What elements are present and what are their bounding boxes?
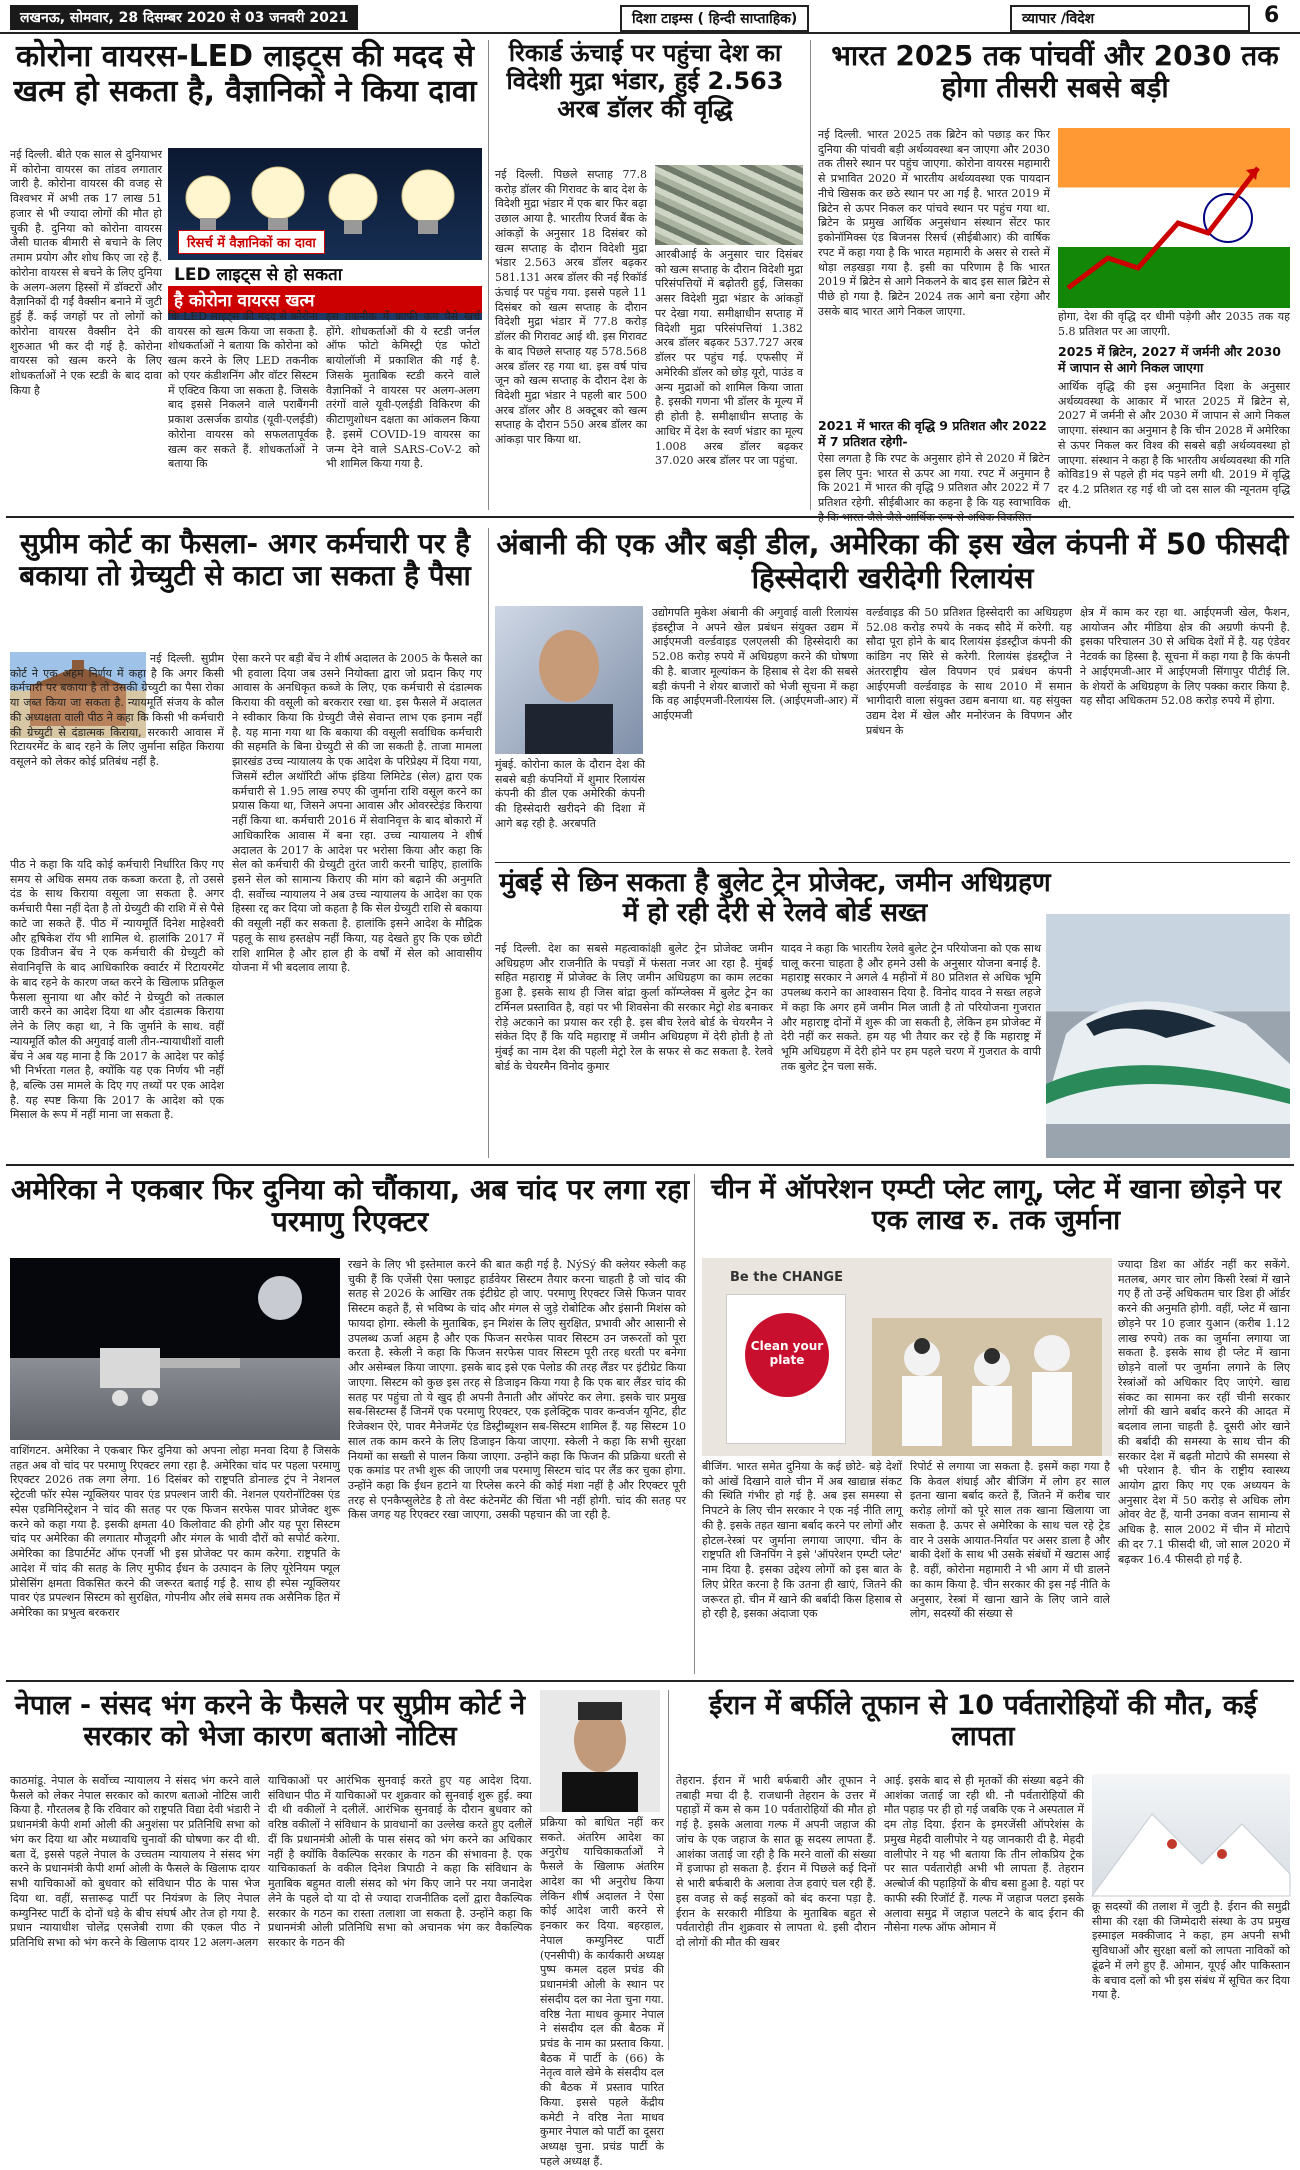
- led-bulbs-photo: [168, 148, 482, 320]
- a8-body-col-1: बीजिंग. भारत समेत दुनिया के कई छोटे- बड़े देशों को आंखें दिखाने वाले चीन में अब खाद्यान्न संकट की स्थिति गंभीर हो गई है. अब इस समस्या से निपटने के लिए चीन सरकार ने एक नई नीति लागू की है. इसके तहत खाना बर्बाद करने पर लोगों और होटल-रेस्त्रां पर जुर्माना लगाया जाएगा. चीन के राष्ट्रपति शी जिनपिंग ने इसे 'ऑपरेशन एम्प्टी प्लेट' नाम दिया है. इसका उद्देश्य लोगों को इस बात के लिए प्रेरित करना है कि उतना ही खाएं, जितने की जरूरत हो. चीन में खाने की बर्बादी किस हिसाब से हो रही है, इसका अंदाजा एक: [702, 1460, 902, 1621]
- a3-subhead-1: 2021 में भारत की वृद्धि 9 प्रतिशत और 2022 में 7 प्रतिशत रहेगी-: [818, 418, 1047, 450]
- mountain-climbers-photo: [1092, 1774, 1290, 1896]
- a2-body-left: नई दिल्ली. पिछले सप्ताह 77.8 करोड़ डॉलर की गिरावट के बाद देश के विदेशी मुद्रा भंडार में एक बार फिर बढ़ा उछाल आया है. भारतीय रिजर्व बैंक के आंकड़ों के अनुसार 18 दिसंबर को खत्म सप्ताह के दौरान विदेशी मुद्रा भंडार 2.563 अरब डॉलर बढ़कर 581.131 अरब डॉलर की नई रिकॉर्ड ऊंचाई पर पहुंच गया. इससे पहले 11 दिसंबर को खत्म सप्ताह के दौरान विदेशी मुद्रा भंडार में 77.8 करोड़ डॉलर की गिरावट आई थी. इस गिरावट के बाद पिछले सप्ताह यह 578.568 अरब डॉलर रह गया था. इस वर्ष पांच जून को खत्म सप्ताह के दौरान देश के विदेशी मुद्रा भंडार ने पहली बार 500 अरब डॉलर और 8 अक्टूबर को खत्म सप्ताह के दौरान 550 अरब डॉलर का आंकड़ा पार किया था.: [495, 168, 647, 447]
- a3-body-left-2: ऐसा लगता है कि रपट के अनुसार होने से 2020 में ब्रिटेन इस लिए पुन: भारत से ऊपर आ गया. रपट में अनुमान है कि 2021 में भारत की वृद्धि 9 प्रतिशत और 2022 में 7 प्रतिशत रहेगी. सीईबीआर का कहना है कि यह स्वाभाविक: [818, 452, 1050, 510]
- a5-body-photo: मुंबई. कोरोना काल के दौरान देश की सबसे बड़ी कंपनियों में शुमार रिलायंस कंपनी की डील एक अमेरिकी कंपनी की हिस्सेदारी खरीदने की दिशा में आगे बढ़ रही है. अरबपति: [495, 758, 645, 830]
- a6-headline: मुंबई से छिन सकता है बुलेट ट्रेन प्रोजेक्ट, जमीन अधिग्रहण में हो रही देरी से रेलवे बोर्ड सख्त: [499, 868, 1051, 929]
- a9-body-photo: प्रक्रिया को बाधित नहीं कर सकते. अंतरिम आदेश का अनुरोध याचिकाकर्ताओं ने फैसले के खिलाफ अंतरिम आदेश का भी अनुरोध किया लेकिन शीर्ष अदालत ने ऐसा कोई आदेश जारी करने से इनकार कर दिया. बहरहाल, नेपाल कम्युनिस्ट पार्टी (एनसीपी) के कार्यकारी अध्यक्ष पुष्प कमल दहल प्रचंड की प्रधानमंत्री ओली के स्थान पर संसदीय दल का नेता चुना गया. वरिष्ठ नेता माधव कुमार नेपाल ने संसदीय दल की बैठक में प्रचंड के नाम का प्रस्ताव किया. बैठक में पार्टी के (66) के नेतृत्व वाले खेमे के संसदीय दल की बैठक में प्रस्ताव पारित किया. इससे पहले केंद्रीय कमेटी ने वरिष्ठ नेता माधव कुमार नेपाल को पार्टी का दूसरा अध्यक्ष चुना. प्रचंड पार्टी के पहले अध्यक्ष हैं.: [540, 1816, 664, 2168]
- led-caption-top: रिसर्च में वैज्ञानिकों का दावा: [178, 230, 325, 254]
- section-label: व्यापार /विदेश: [1010, 5, 1250, 32]
- a4-headline: सुप्रीम कोर्ट का फैसला- अगर कर्मचारी पर है बकाया तो ग्रेच्युटी से काटा जा सकता है पैसा: [19, 527, 471, 593]
- a10-headline: ईरान में बर्फीले तूफान से 10 पर्वतारोहियों की मौत, कई लापता: [709, 1690, 1257, 1753]
- a10-body-col-1: तेहरान. ईरान में भारी बर्फबारी और तूफान ने तबाही मचा दी है. राजधानी तेहरान के उत्तर में पहाड़ों में कम से कम 10 पर्वतारोहियों की मौत हो गई है. इसके अलावा गल्फ में अपनी जहाज की जांच के एक जहाज के सात क्रू सदस्य लापता हैं. आशंका जताई जा रही है कि मरने वालों की संख्या में इजाफा हो सकता है. ईरान में पिछले कई दिनों से भारी बर्फबारी के अलावा तेज हवाएं चल रही हैं. इस वजह से कई सड़कों को बंद करना पड़ा है. ईरान के सरकारी मीडिया के मुताबिक बहुत से पर्वतारोही तीन शुक्रवार से लापता थे. इसी दौरान दो लोगों की मौत की खबर: [676, 1774, 876, 1950]
- oli-photo: [540, 1690, 660, 1812]
- a3-body-left: नई दिल्ली. भारत 2025 तक ब्रिटेन को पछाड़ कर फिर दुनिया की पांचवी बड़ी अर्थव्यवस्था बन जाएगा और 2030 तक तीसरे स्थान पर पहुंच जाएगा. कोरोना वायरस महामारी से प्रभावित 2020 में भारतीय अर्थव्यवस्था एक पायदान नीचे खिसक कर छठे स्थान पर आ गई है. भारत 2019 में ब्रिटेन से ऊपर निकल कर पांचवे स्थान पर पहुंच गया था. ब्रिटेन के प्रमुख आर्थिक अनुसंधान संस्थान सेंटर फार इकोनॉमिक्स एंड बिजनस रिसर्च (सीईबीआर) की वार्षिक रपट में कहा गया है कि भारत महामारी के असर से रास्ते में थोड़ा लड़खड़ा गया है. इसी का परिणाम है कि भारत 2019 में ब्रिटेन से आगे निकलने के बाद इस साल ब्रिटेन से पीछे हो गया है. ब्रिटेन 2024 तक आगे बना रहेगा और उसके बाद भारत आगे निकल जाएगा.: [818, 128, 1050, 318]
- currency-photo: [655, 165, 803, 245]
- photo-sign-mid: Clean your plate: [750, 1339, 824, 1367]
- a5-body-col-1: उद्योगपति मुकेश अंबानी की अगुवाई वाली रिलायंस इंडस्ट्रीज ने अपने खेल प्रबंधन संयुक्त उद्यम में आईएमजी वर्ल्डवाइड एलएलसी की हिस्सेदारी का 52.08 करोड़ रुपये में अधिग्रहण करने की घोषणा की है. बाजार मूल्यांकन के हिसाब से देश की सबसे बड़ी कंपनी ने शेयर बाजारों को भेजी सूचना में कहा कि वह आईएमजी-रिलायंस लि. (आईएमजी-आर) में आईएमजी: [652, 606, 858, 723]
- a4-body-intro: नई दिल्ली. सुप्रीम कोर्ट ने एक अहम निर्णय में कहा है कि अगर किसी कर्मचारी पर बकाया है तो उसकी ग्रेच्युटी का पैसा रोका या जब्त किया जा सकता है. न्यायमूर्ति संजय के कौल की अध्यक्षता वाली पीठ ने कहा कि किसी भी कर्मचारी की ग्रेच्युटी से दंडात्मक किराया, सरकारी आवास में रिटायरमेंट के बाद रहने के लिए जुर्माना सहित किराया वसूलने को लेकर कोई प्रतिबंध नहीं है.: [10, 652, 224, 769]
- a7-body-right: रखने के लिए भी इस्तेमाल करने की बात कही गई है. NýSý की क्लेयर स्केली कह चुकी हैं कि एजेंसी ऐसा फ्लाइट हार्डवेयर सिस्टम तैयार करना चाहती है जो चांद की सतह से 2026 के आखिर तक इंटीग्रेट हो जाए. परमाणु रिएक्टर जिसे फिजन पावर सिस्टम कहते हैं, से भविष्य के चांद और मंगल से जुड़े रोबोटिक और इंसानी मिशंस को फायदा होगा. स्केली के मुताबिक, इन मिशंस के लिए सुरक्षित, प्रभावी और आसानी से उपलब्ध ऊर्जा अहम है और एक फिजन सरफेस पावर सिस्टम उन जरूरतों को पूरा करता है. स्केली ने कहा कि फिजन सरफेस पावर सिस्टम पूरी तरह धरती पर बनेगा और असेम्बल किया जाएगा. इसके बाद इसे एक पेलोड की तरह लैंडर पर इंटीग्रेट किया जाएगा. सिस्टम को कुछ इस तरह से डिजाइन किया गया है कि एक बार लैंडर चांद की सतह पर पहुंचा तो ये खुद ही अपनी तैनाती और ऑपरेट कर लेगा. इसके चार प्रमुख सब-सिस्टम्स हैं जिनमें एक परमाणु रिएक्टर, एक इलेक्ट्रिक पावर कन्वर्जन यूनिट, हीट रिजेक्शन ऐरे, पावर मैनेजमेंट एंड डिस्ट्रीब्यूशन सब-सिस्टम शामिल हैं. यह सिस्टम 10 साल तक काम करने के लिए डिजाइन किया जाएगा. स्केली ने कहा कि सभी सुरक्षा नियमों का सख्ती से पालन किया जाएगा. उन्होंने कहा कि फिजन की प्रक्रिया धरती से एक कमांड पर तभी शुरू की जाएगी जब परमाणु सिस्टम चांद पर लैंड कर चुका होगा. उन्होंने कहा कि ईंधन हटाने या रिप्लेस करने की कोई मंशा नहीं है और रिएक्टर पूरी तरह से एनकैप्सुलेटेड है तो वेस्ट कंटेनमेंट की चिंता भी नहीं होगी. चांद की सतह पर किस जगह यह रिएक्टर रखा जाएगा, उसकी पहचान की जा रही है.: [348, 1258, 686, 1522]
- ambani-photo: [495, 606, 643, 754]
- a1-body-left: नई दिल्ली. बीते एक साल से दुनियाभर में कोरोना वायरस का तांडव लगातार जारी है. कोरोना वायरस की वजह से विश्वभर में अभी तक 17 लाख 51 हजार से भी ज्यादा लोगों की मौत हो चुकी है. दुनिया को कोरोना वायरस जैसी घातक बीमारी से बचाने के लिए तमाम प्रयोग और शोध किए जा रहे हैं. कोरोना वायरस से बचने के लिए दुनिया के अलग-अलग हिस्सों में डॉक्टरों और वैज्ञानिकों दी गईं वैक्सीन बनाने में जुटी हुई हैं. कई जगहों पर तो लोगों को कोरोना वायरस वैक्सीन देने की शुरुआत भी कर दी गई है. कोरोना वायरस को खत्म करने के लिए शोधकर्ताओं ने एक स्टडी के बाद दावा किया है: [10, 148, 162, 397]
- a3-subhead-2: 2025 में ब्रिटेन, 2027 में जर्मनी और 2030 में जापान से आगे निकल जाएगा: [1058, 344, 1281, 376]
- a5-body-col-2: वर्ल्डवाइड की 50 प्रतिशत हिस्सेदारी का अधिग्रहण 52.08 करोड़ रुपये के नकद सौदे में करेगी. यह सौदा पूरा होने के बाद रिलायंस इंडस्ट्रीज कंपनी की कांडिग नए सिरे से करेगी. रिलायंस इंडस्ट्रीज ने अंतरराष्ट्रीय खेल विपणन एवं प्रबंधन कंपनी आईएमजी वर्ल्डवाइड के साथ 2010 में समान भागीदारी वाला संयुक्त उद्यम बनाया था. यह संयुक्त उद्यम देश में खेल और मनोरंजन के विपणन और प्रबंधन के: [866, 606, 1072, 737]
- a7-headline: अमेरिका ने एकबार फिर दुनिया को चौंकाया, अब चांद पर लगा रहा परमाणु रिएक्टर: [10, 1173, 690, 1239]
- a8-headline: चीन में ऑपरेशन एम्प्टी प्लेट लागू, प्लेट में खाना छोड़ने पर एक लाख रु. तक जुर्माना: [710, 1174, 1282, 1237]
- newspaper-name: दिशा टाइम्स ( हिन्दी साप्ताहिक): [620, 5, 809, 32]
- a9-body-mid: याचिकाओं पर आरंभिक सुनवाई करते हुए यह आदेश दिया. संविधान पीठ में याचिकाओं पर शुक्रवार को सुनवाई शुरू हुई. क्या दी थी वकीलों ने दलीलें. आरंभिक सुनवाई के दौरान बुधवार को वरिष्ठ वकीलों ने संविधान के प्रावधानों का उल्लेख करते हुए दलीलें दीं कि प्रधानमंत्री ओली के पास संसद को भंग करने का अधिकार नहीं है क्योंकि वैकल्पिक सरकार के गठन की संभावना है. एक याचिकाकर्ता के वकील दिनेश त्रिपाठी ने कहा कि संविधान के मुताबिक बहुमत वाली संसद को भंग किए जाने पर नया जनादेश लेने के पहले दो या दो से ज्यादा राजनीतिक दलों द्वारा वैकल्पिक सरकार के गठन का रास्ता तलाशा जा सकता है. उन्होंने कहा कि प्रधानमंत्री ओली प्रतिनिधि सभा को अचानक भंग कर वैकल्पिक सरकार के गठन की: [268, 1774, 532, 1950]
- a3-headline: भारत 2025 तक पांचवीं और 2030 तक होगा तीसरी सबसे बड़ी: [831, 39, 1279, 105]
- a10-body-col-2: आई. इसके बाद से ही मृतकों की संख्या बढ़ने की आशंका जताई जा रही थी. नौ पर्वतारोहियों की मौत पहाड़ पर ही हो गई जबकि एक ने अस्पताल में दम तोड़ दिया. ईरान के इमरजेंसी ऑपरेशंस के प्रमुख मेहदी वालीपोर ने यह जानकारी दी है. मेहदी वालीपोर ने यह भी बताया कि तीन लोकप्रिय ट्रेक पर सात पर्वतारोही अभी भी लापता हैं. तेहरान अल्बोर्ज की पहाड़ियों के बीच बसा हुआ है. यहां पर काफी स्की रिजॉर्ट हैं. गल्फ में जहाज पलटा इसके अलावा समुद्र में जहाज पलटने के बाद ईरान की नौसेना गल्फ ऑफ ओमान में: [884, 1774, 1084, 1935]
- page-number: 6: [1264, 3, 1280, 28]
- led-caption-mid: LED लाइट्स से हो सकता: [168, 260, 482, 287]
- a8-body-col-3: ज्यादा डिश का ऑर्डर नहीं कर सकेंगे. मतलब, अगर चार लोग किसी रेस्त्रां में खाने गए हैं तो उन्हें अधिकतम चार डिश ही ऑर्डर करने की अनुमति होगी. वहीं, प्लेट में खाना छोड़ने पर 10 हजार युआन (करीब 1.12 लाख रुपये) तक का जुर्माना लगाया जा सकता है. इसके साथ ही प्लेट में खाना छोड़ने वालों पर जुर्माना लगाने के लिए रेस्त्रांओं को अधिकार दिए जाएंगे. खाद्य संकट का सामना कर रहीं चीनी सरकार लोगों की खाने बर्बाद करने की आदत में बदलाव लाना चाहती है. दूसरी ओर खाने की बर्बादी की समस्या के साथ चीन की सरकार देश में बढ़ती मोटापे की समस्या से भी परेशान है. चीन के राष्ट्रीय स्वास्थ्य आयोग द्वारा किए गए एक अध्ययन के अनुसार देश में 50 करोड़ से अधिक लोग ओवर वेट हैं, यानी उनका वजन सामान्य से अधिक है. साल 2002 में चीन में मोटापे की दर 7.1 फीसदी थी, जो साल 2020 में बढ़कर 16.4 फीसदी हो गई है.: [1118, 1258, 1290, 1566]
- a5-headline: अंबानी की एक और बड़ी डील, अमेरिका की इस खेल कंपनी में 50 फीसदी हिस्सेदारी खरीदेगी रिलायंस: [496, 527, 1289, 595]
- a7-body-left: वाशिंगटन. अमेरिका ने एकबार फिर दुनिया को अपना लोहा मनवा दिया है जिसके तहत अब वो चांद पर परमाणु रिएक्टर लगा रहा है. अमेरिका चांद पर पहला परमाणु रिएक्टर 2026 तक लगा लेगा. 16 दिसंबर को राष्ट्रपति डोनाल्ड ट्रंप ने नेशनल स्ट्रेटजी फॉर स्पेस न्यूक्लियर पावर एंड प्रपल्शन जारी की. नेशनल एयरोनॉटिक्स एंड स्पेस एडमिनिस्ट्रेशन ने चांद की सतह पर एक फिजन सरफेस पावर प्रोजेक्ट शुरू करने को कहा गया है. इसकी क्षमता 40 किलोवाट की होगी और यह पूरा सिस्टम चांद पर अमेरिका की लगातार मौजूदगी और मंगल के भावी दौरों को सपोर्ट करेगा. अमेरिका का डिपार्टमेंट ऑफ एनर्जी भी इस प्रोजेक्ट पर काम करेगा. राष्ट्रपति के आदेश में चांद की सतह के लिए मुफीद ईंधन के उत्पादन के लिए यूरेनियम फ्यूल प्रोसेसिंग क्षमता विकसित करने की जरूरत बताई गई है. साथ ही स्पेस न्यूक्लियर पावर एंड प्रपल्शन सिस्टम को सुरक्षित, गोपनीय और लंबे समय तक असैनिक हित में अमेरिका का प्रभुत्व बरकरार: [10, 1444, 340, 1620]
- a4-body-right: ऐसा करने पर बड़ी बेंच ने शीर्ष अदालत के 2005 के फैसले का भी हवाला दिया जब उसने नियोक्ता द्वारा जो प्रदान किए गए आवास के अनधिकृत कब्जे के लिए, एक कर्मचारी से दंडात्मक किराया की वसूली को बरकरार रखा था. इस फैसले में अदालत ने स्वीकार किया कि ग्रेच्युटी जैसे सेवान्त लाभ एक इनाम नहीं है. यह माना गया था कि बकाया की वसूली सर्वाधिक कर्मचारी की सहमति के बिना ग्रेच्युटी से की जा सकती है. ताजा मामला झारखंड उच्च न्यायालय के एक आदेश के परिप्रेक्ष्य में दिया गया, जिसमें स्टील अथॉरिटी ऑफ इंडिया लिमिटेड (सेल) द्वारा एक कर्मचारी से 1.95 लाख रुपए की जुर्माना राशि वसूल करने का प्रयास किया था, जिसने अपना आवास और ओवरस्टेइंड किराया नहीं किया था. कर्मचारी 2016 में सेवानिवृत्त के बाद बोकारो में आधिकारिक आवास में बना रहा. उच्च न्यायालय ने शीर्ष अदालत के 2017 के आदेश पर भरोसा किया और कहा कि सेल को कर्मचारी की ग्रेच्युटी तुरंत जारी करनी चाहिए, हालांकि इसने सेल को सामान्य किराए की मांग को बढ़ाने की अनुमति दी. सर्वोच्च न्यायालय ने अब उच्च न्यायालय के आदेश का एक हिस्सा रद्द कर दिया जो कहता है कि सेल ग्रेच्युटी राशि से बकाया की वसूली नहीं कर सकता है. हालांकि इसने आदेश के मौद्रिक पहलू के साथ हस्तक्षेप नहीं किया, यह देखते हुए कि एक छोटी राशि शामिल है और हाल ही के वर्षों में सेल को आवासीय योजना में भी बदलाव लाया है.: [232, 652, 482, 975]
- moon-reactor-photo: [10, 1258, 340, 1440]
- a6-body-left: नई दिल्ली. देश का सबसे महत्वाकांक्षी बुलेट ट्रेन प्रोजेक्ट जमीन अधिग्रहण और राजनीति के पचड़ों में फंसता नजर आ रहा है. मुंबई सहित महाराष्ट्र में प्रोजेक्ट के लिए जमीन अधिग्रहण का काम लटका हुआ है. इसके साथ ही जिस बांद्रा कुर्ला कॉम्प्लेक्स में बुलेट ट्रेन का टर्मिनल प्रस्तावित है, वहां पर भी शिवसेना की सरकार मेट्रो शेड बनाकर रोड़े अटकाने का प्रयास कर रही है. इस बीच रेलवे बोर्ड के चेयरमैन ने संकेत दिए हैं कि यदि महाराष्ट्र में जमीन अधिग्रहण में देरी होती है तो मुंबई का नाम देश की पहली मेट्रो रेल के सफर से कट सकता है. रेलवे बोर्ड के चेयरमैन विनोद कुमार: [495, 942, 773, 1073]
- a10-body-col-3: क्रू सदस्यों की तलाश में जुटी है. ईरान की समुद्री सीमा की रक्षा की जिम्मेदारी संस्था के उप प्रमुख इस्माइल मक्कीजाद ने कहा, हम अपनी सभी सुविधाओं और सुरक्षा बलों को लापता नाविकों को ढूंढने में लगे हुए हैं. ओमान, यूएई और पाकिस्तान के बचाव दलों को भी इस संबंध में सूचित कर दिया गया है.: [1092, 1900, 1290, 2002]
- a1-body-mid: कि LED लाइट्स की मदद से कोरोना वायरस को खत्म किया जा सकता है. शोधकर्ताओं ने बताया कि कोरोना को खत्म करने के लिए LED तकनीक को एयर कंडीशनिंग और वॉटर सिस्टम में एक्टिव किया जा सकता है. जिसके बाद इससे निकलने वाले पराबैंगनी प्रकाश उत्सर्जक डायोड (यूवी-एलईडी) कोरोना वायरस को सफलतापूर्वक खत्म कर सकते हैं. शोधकर्ताओं ने बताया कि: [168, 310, 318, 471]
- a1-headline: कोरोना वायरस-LED लाइट्स की मदद से खत्म हो सकता है, वैज्ञानिकों ने किया दावा: [13, 39, 477, 109]
- a8-body-col-2: रिपोर्ट से लगाया जा सकता है. इसमें कहा गया है कि केवल शंघाई और बीजिंग में लोग हर साल इतना खाना बर्बाद करते हैं, जितने में करीब चार करोड़ लोगों को पूरे साल तक खाना खिलाया जा सकता है. ऊपर से अमेरिका के साथ चल रहे ट्रेड वार ने उसके आयात-निर्यात पर असर डाला है और बाकी देशों के साथ भी उसके संबंधों में खटास आई है. वहीं, कोरोना महामारी ने भी आग में घी डालने का काम किया है. चीन सरकार की इस नई नीति के अनुसार, रेस्त्रां में खाना खाने के लिए जाने वाले लोग, सदस्यों की संख्या से: [910, 1460, 1110, 1621]
- a9-body-left: काठमांडू. नेपाल के सर्वोच्च न्यायालय ने संसद भंग करने वाले फैसले को लेकर नेपाल सरकार को कारण बताओ नोटिस जारी किया है. गौरतलब है कि रविवार को राष्ट्रपति विद्या देवी भंडारी ने प्रधानमंत्री केपी शर्मा ओली की अनुशंसा पर प्रतिनिधि सभा को भंग कर दिया था और मध्यावधि चुनावों की घोषणा कर दी थी. बता दें, इससे पहले नेपाल के उच्चतम न्यायालय ने संसद भंग करने के प्रधानमंत्री केपी शर्मा ओली के फैसले के खिलाफ दायर सभी याचिकाओं को बुधवार को संविधान पीठ के पास भेज दिया था. वहीं, सत्तारूढ़ पार्टी पर नियंत्रण के लिए नेपाल कम्युनिस्ट पार्टी के दोनों धड़े के बीच संघर्ष और तेज हो गया है. प्रधान न्यायाधीश चोलेंद्र एसजेबी राणा की एकल पीठ ने प्रतिनिधि सभा को भंग करने के खिलाफ दायर 12 अलग-अलग: [10, 1774, 260, 1950]
- led-caption-bot: है कोरोना वायरस खत्म: [168, 286, 482, 313]
- bullet-train-photo: [1046, 914, 1290, 1158]
- a9-headline: नेपाल - संसद भंग करने के फैसले पर सुप्रीम कोर्ट ने सरकार को भेजा कारण बताओ नोटिस: [14, 1690, 526, 1753]
- a3-body-right-top: होगा, देश की वृद्धि दर धीमी पड़ेगी और 2035 तक यह 5.8 प्रतिशत पर आ जाएगी.: [1058, 310, 1290, 338]
- a5-body-col-3: क्षेत्र में काम कर रहा था. आईएमजी खेल, फैशन, आयोजन और मीडिया क्षेत्र की अग्रणी कंपनी है. इसका परिचालन 30 से अधिक देशों में है. यह एंडेवर नेटवर्क का हिस्सा है. सूचना में कहा गया है कि कंपनी ने आईएमजी-आर में आईएमजी सिंगापुर पीटीई लि. के शेयरों के अधिग्रहण के लिए पक्का करार किया है. यह सौदा अधिकतम 52.08 करोड़ रुपये में होगा.: [1080, 606, 1290, 708]
- a1-body-right: इस तकनीक में काफी कम पैसे खर्च होंगे. शोधकर्ताओं की ये स्टडी जर्नल ऑफ फोटो केमिस्ट्री एंड फोटो बायोलॉजी में प्रकाशित की गई है. जिसके मुताबिक स्टडी करने वाले वैज्ञानिकों ने वायरस पर अलग-अलग तरंगों वाले यूवी-एलईडी विकिरण की कीटाणुशोधन दक्षता का आंकलन किया है. इसमें COVID-19 वायरस का जन्म देने वाले SARS-CoV-2 को भी शामिल किया गया है.: [326, 310, 480, 471]
- photo-sign-top: Be the CHANGE: [730, 1270, 843, 1285]
- a2-body-right: आरबीआई के अनुसार चार दिसंबर को खत्म सप्ताह के दौरान विदेशी मुद्रा परिसंपत्तियों में बढ़ोतरी हुई, जिसका असर विदेशी मुद्रा भंडार के आंकड़ों पर देखा गया. समीक्षाधीन सप्ताह में विदेशी मुद्रा परिसंपत्तियां 1.382 अरब डॉलर बढ़कर 537.727 अरब डॉलर पर पहुंच गई. एफसीए में अमेरिकी डॉलर को छोड़ यूरो, पाउंड व अन्य मुद्राओं को शामिल किया जाता है. इसकी गणना भी डॉलर के मूल्य में ही होती है. समीक्षाधीन सप्ताह के आधिर में देश के स्वर्ण भंडार का मूल्य 1.008 अरब डॉलर बढ़कर 37.020 अरब डॉलर पर जा पहुंचा.: [655, 248, 803, 468]
- issue-date: लखनऊ, सोमवार, 28 दिसम्बर 2020 से 03 जनवरी 2021: [10, 5, 358, 30]
- a6-body-right: यादव ने कहा कि भारतीय रेलवे बुलेट ट्रेन परियोजना को एक साथ चालू करना चाहता है और हमने उसी के अनुसार योजना बनाई है. महाराष्ट्र सरकार ने अगले 4 महीनों में 80 प्रतिशत से अधिक भूमि उपलब्ध कराने का आश्वासन दिया है. विनोद यादव ने सख्त लहजे में कहा कि अगर हमें जमीन मिल जाती है तो परियोजना गुजरात और महाराष्ट्र दोनों में शुरू की जा सकती है, लेकिन हम प्रोजेक्ट में देरी नहीं कर सकते. हम यह भी तैयार कर रहे हैं कि महाराष्ट्र में भूमि अधिग्रहण में देरी होने पर हम पहले चरण में गुजरात के वापी तक बुलेट ट्रेन चला सकें.: [781, 942, 1041, 1073]
- growth-flag-graphic: [1058, 128, 1290, 308]
- masthead: [0, 0, 1300, 34]
- a4-body-left: पीठ ने कहा कि यदि कोई कर्मचारी निर्धारित किए गए समय से अधिक समय तक कब्जा करता है, तो उससे दंड के साथ किराया वसूला जा सकता है. अगर कर्मचारी पैसा नहीं देता है तो ग्रेच्युटी की राशि में से पैसे काटे जा सकते हैं. पीठ में न्यायमूर्ति दिनेश माहेश्वरी और हृषिकेश रॉय भी शामिल थे. हालांकि 2017 में एक डिवीजन बेंच ने एक कर्मचारी की ग्रेच्युटी को सेवानिवृत्ति के बाद आधिकारिक क्वार्टर में रिटायरमेंट के बाद रहने के कारण जब्त करने के खिलाफ प्रतिकूल फैसला सुनाया था और कोर्ट ने ग्रेच्युटी को तत्काल जारी करने का आदेश दिया था और दंडात्मक किराया लेने के लिए कहा था, ने कि जुर्माने के साथ. वहीं न्यायमूर्ति कौल की अगुवाई वाली तीन-न्यायाधीशों वाली बेंच ने अब यह माना है कि 2017 के आदेश पर कोई भी निर्भरता गलत है, क्योंकि यह एक निर्णय भी नहीं है, बल्कि उस मामले के दिए गए तथ्यों पर एक आदेश है. यह स्पष्ट किया कि 2017 के आदेश को एक मिसाल के रूप में नहीं माना जा सकता है.: [10, 858, 224, 1122]
- clean-plate-photo: [702, 1258, 1112, 1456]
- a2-headline: रिकार्ड ऊंचाई पर पहुंचा देश का विदेशी मुद्रा भंडार, हुई 2.563 अरब डॉलर की वृद्धि: [506, 39, 784, 123]
- a3-body-right: आर्थिक वृद्धि की इस अनुमानित दिशा के अनुसार अर्थव्यवस्था के आकार में भारत 2025 में ब्रिटेन से, 2027 में जर्मनी से और 2030 में जापान से आगे निकल जाएगा. संस्थान का अनुमान है कि चीन 2028 में अमेरिका से ऊपर निकल कर विश्व की सबसे बड़ी अर्थव्यवस्था हो जाएगा. संस्थान ने कहा है कि भारतीय अर्थव्यवस्था की गति कोविड19 से पहले ही मंद पड़ने लगी थी. 2019 में वृद्धि दर 4.2 प्रतिशत रह गई थी जो दस साल की न्यूनतम वृद्धि थी.: [1058, 380, 1290, 511]
